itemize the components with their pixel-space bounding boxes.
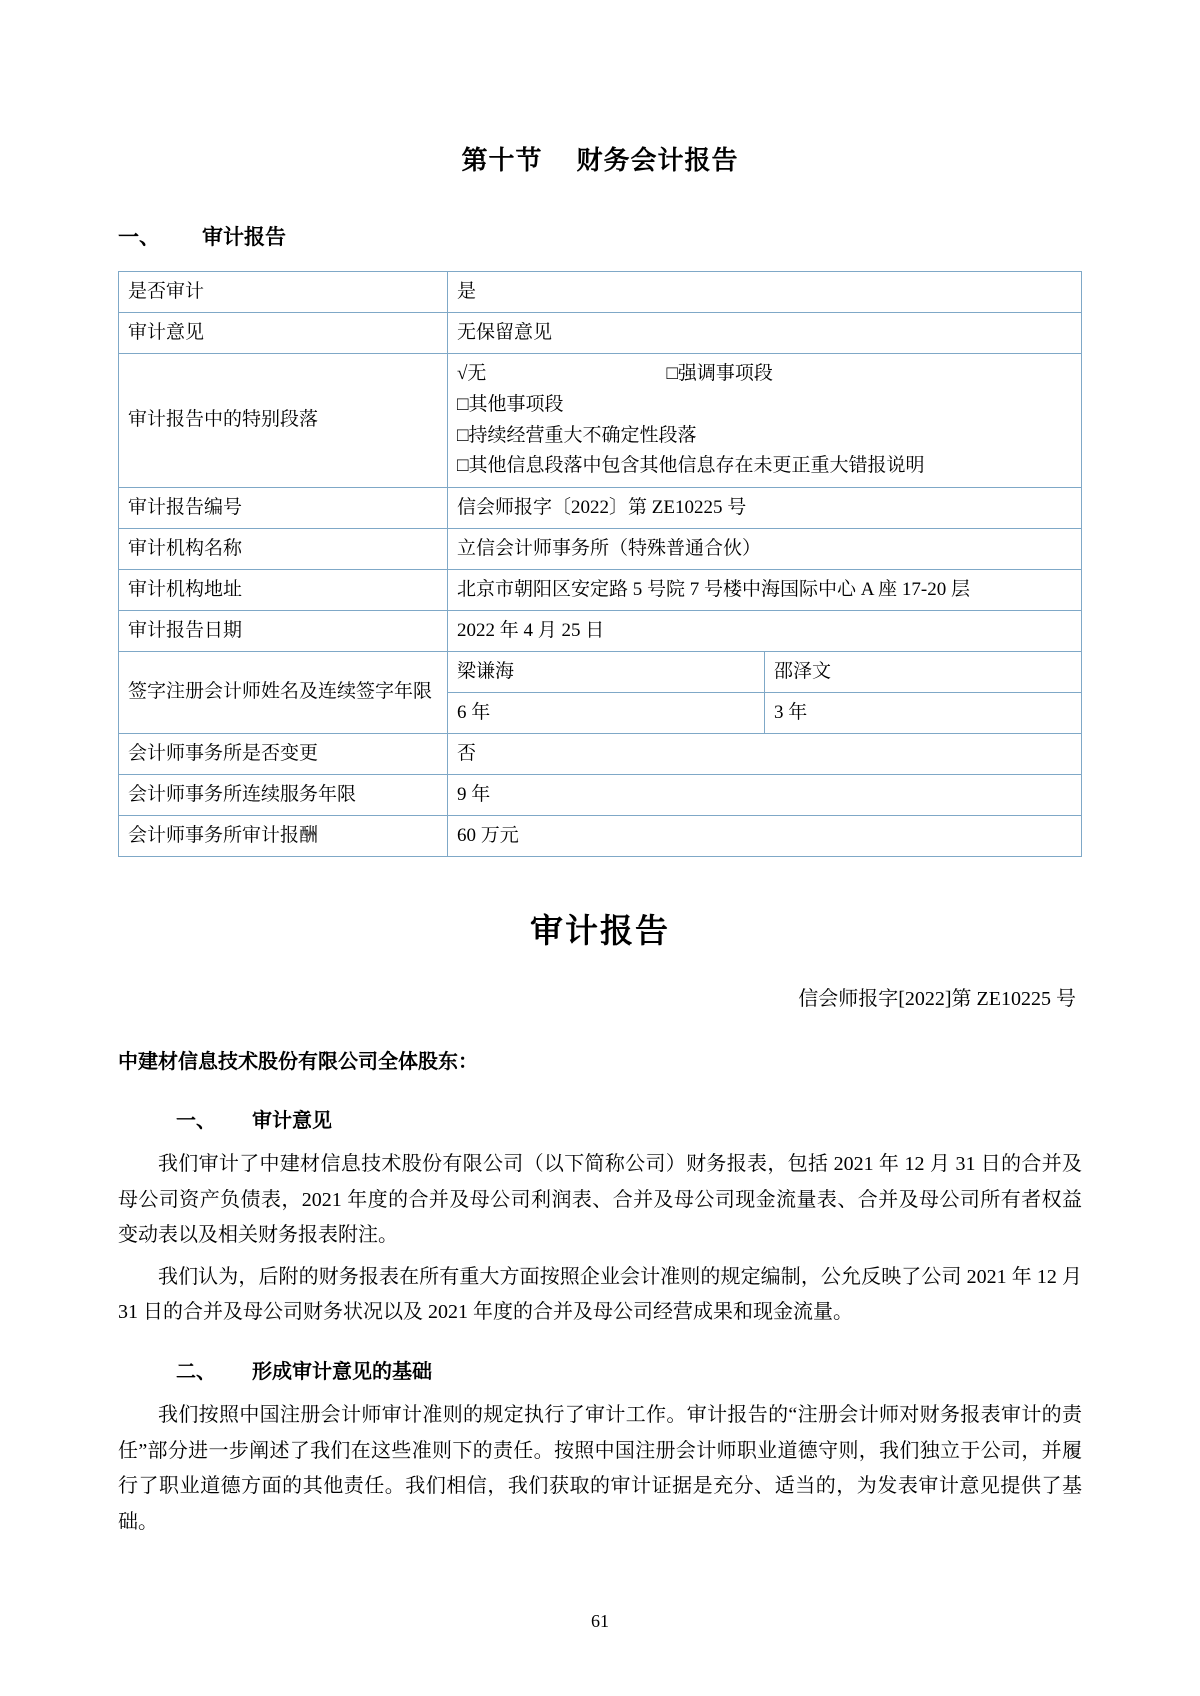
row-label-audit-fee: 会计师事务所审计报酬 [119, 816, 448, 857]
page-title [118, 140, 1082, 177]
row-label-audited: 是否审计 [119, 272, 448, 313]
audit-info-table [118, 271, 1082, 857]
checkbox-none[interactable]: √无 [457, 363, 487, 384]
report-part-2-heading [118, 1355, 1082, 1384]
table-row [119, 816, 1082, 857]
row-value-firm-address: 北京市朝阳区安定路 5 号院 7 号楼中海国际中心 A 座 17-20 层 [448, 570, 1082, 611]
section-title-main: 财务会计报告 [576, 145, 739, 175]
signer-1-years: 6 年 [448, 693, 765, 734]
row-value-opinion: 无保留意见 [448, 313, 1082, 354]
report-part-1-title: 审计意见 [252, 1110, 332, 1133]
checkbox-emphasis[interactable]: □强调事项段 [666, 363, 773, 384]
special-line [457, 451, 1072, 482]
row-label-firm-changed: 会计师事务所是否变更 [119, 734, 448, 775]
report-part-1-paragraph-1: 我们审计了中建材信息技术股份有限公司（以下简称公司）财务报表，包括 2021 年 12 月 31 日的合并及母公司资产负债表，2021 年度的合并及母公司利润表、合并及母公司现金流量表、合并及母公司所有者权益变动表以及相关财务报表附注。 [118, 1153, 1082, 1247]
signer-2-name: 邵泽文 [765, 652, 1082, 693]
checkbox-going-concern[interactable]: □持续经营重大不确定性段落 [457, 424, 697, 446]
table-row [119, 272, 1082, 313]
subsection-heading [118, 221, 1082, 251]
table-row [119, 529, 1082, 570]
special-line [457, 359, 1072, 390]
report-addressee: 中建材信息技术股份有限公司全体股东： [118, 1051, 478, 1074]
row-label-firm-service-years: 会计师事务所连续服务年限 [119, 775, 448, 816]
row-value-report-number: 信会师报字〔2022〕第 ZE10225 号 [448, 488, 1082, 529]
table-row [119, 488, 1082, 529]
row-label-opinion: 审计意见 [119, 313, 448, 354]
row-label-firm-address: 审计机构地址 [119, 570, 448, 611]
table-row [119, 570, 1082, 611]
table-row [119, 775, 1082, 816]
row-value-firm-service-years: 9 年 [448, 775, 1082, 816]
subsection-label: 审计报告 [202, 226, 286, 249]
row-label-report-number: 审计报告编号 [119, 488, 448, 529]
row-value-audited: 是 [448, 272, 1082, 313]
table-row [119, 652, 1082, 693]
row-value-report-date: 2022 年 4 月 25 日 [448, 611, 1082, 652]
table-row [119, 313, 1082, 354]
special-line [457, 421, 1072, 452]
row-label-firm-name: 审计机构名称 [119, 529, 448, 570]
report-part-1-paragraph-2: 我们认为，后附的财务报表在所有重大方面按照企业会计准则的规定编制，公允反映了公司 2021 年 12 月 31 日的合并及母公司财务状况以及 2021 年度的合并及母公司经营成果和现金流量。 [118, 1265, 1082, 1324]
row-label-report-date: 审计报告日期 [119, 611, 448, 652]
row-value-audit-fee: 60 万元 [448, 816, 1082, 857]
row-value-firm-name: 立信会计师事务所（特殊普通合伙） [448, 529, 1082, 570]
table-row [119, 734, 1082, 775]
row-value-special-paragraphs [448, 354, 1082, 488]
table-row [119, 611, 1082, 652]
row-label-special-paragraphs: 审计报告中的特别段落 [119, 354, 448, 488]
checkbox-other-information[interactable]: □其他信息段落中包含其他信息存在未更正重大错报说明 [457, 455, 925, 477]
table-row [119, 354, 1082, 488]
section-title-prefix: 第十节 [461, 145, 543, 175]
report-part-2-number: 二、 [176, 1361, 216, 1384]
report-part-1-number: 一、 [176, 1110, 216, 1133]
signer-2-years: 3 年 [765, 693, 1082, 734]
report-heading: 审计报告 [530, 912, 670, 950]
row-value-firm-changed: 否 [448, 734, 1082, 775]
special-line [457, 390, 1072, 421]
report-number: 信会师报字[2022]第 ZE10225 号 [798, 988, 1076, 1011]
report-part-1-heading [118, 1104, 1082, 1133]
checkbox-other-matter[interactable]: □其他事项段 [457, 393, 564, 415]
page-number: 61 [591, 1611, 609, 1631]
signer-1-name: 梁谦海 [448, 652, 765, 693]
report-part-2-title: 形成审计意见的基础 [252, 1361, 432, 1384]
report-part-2-paragraph-1: 我们按照中国注册会计师审计准则的规定执行了审计工作。审计报告的“注册会计师对财务报表审计的责任”部分进一步阐述了我们在这些准则下的责任。按照中国注册会计师职业道德守则，我们独立于公司，并履行了职业道德方面的其他责任。我们相信，我们获取的审计证据是充分、适当的，为发表审计意见提供了基础。 [118, 1404, 1082, 1533]
subsection-number: 一、 [118, 226, 160, 249]
row-label-signers: 签字注册会计师姓名及连续签字年限 [119, 652, 448, 734]
